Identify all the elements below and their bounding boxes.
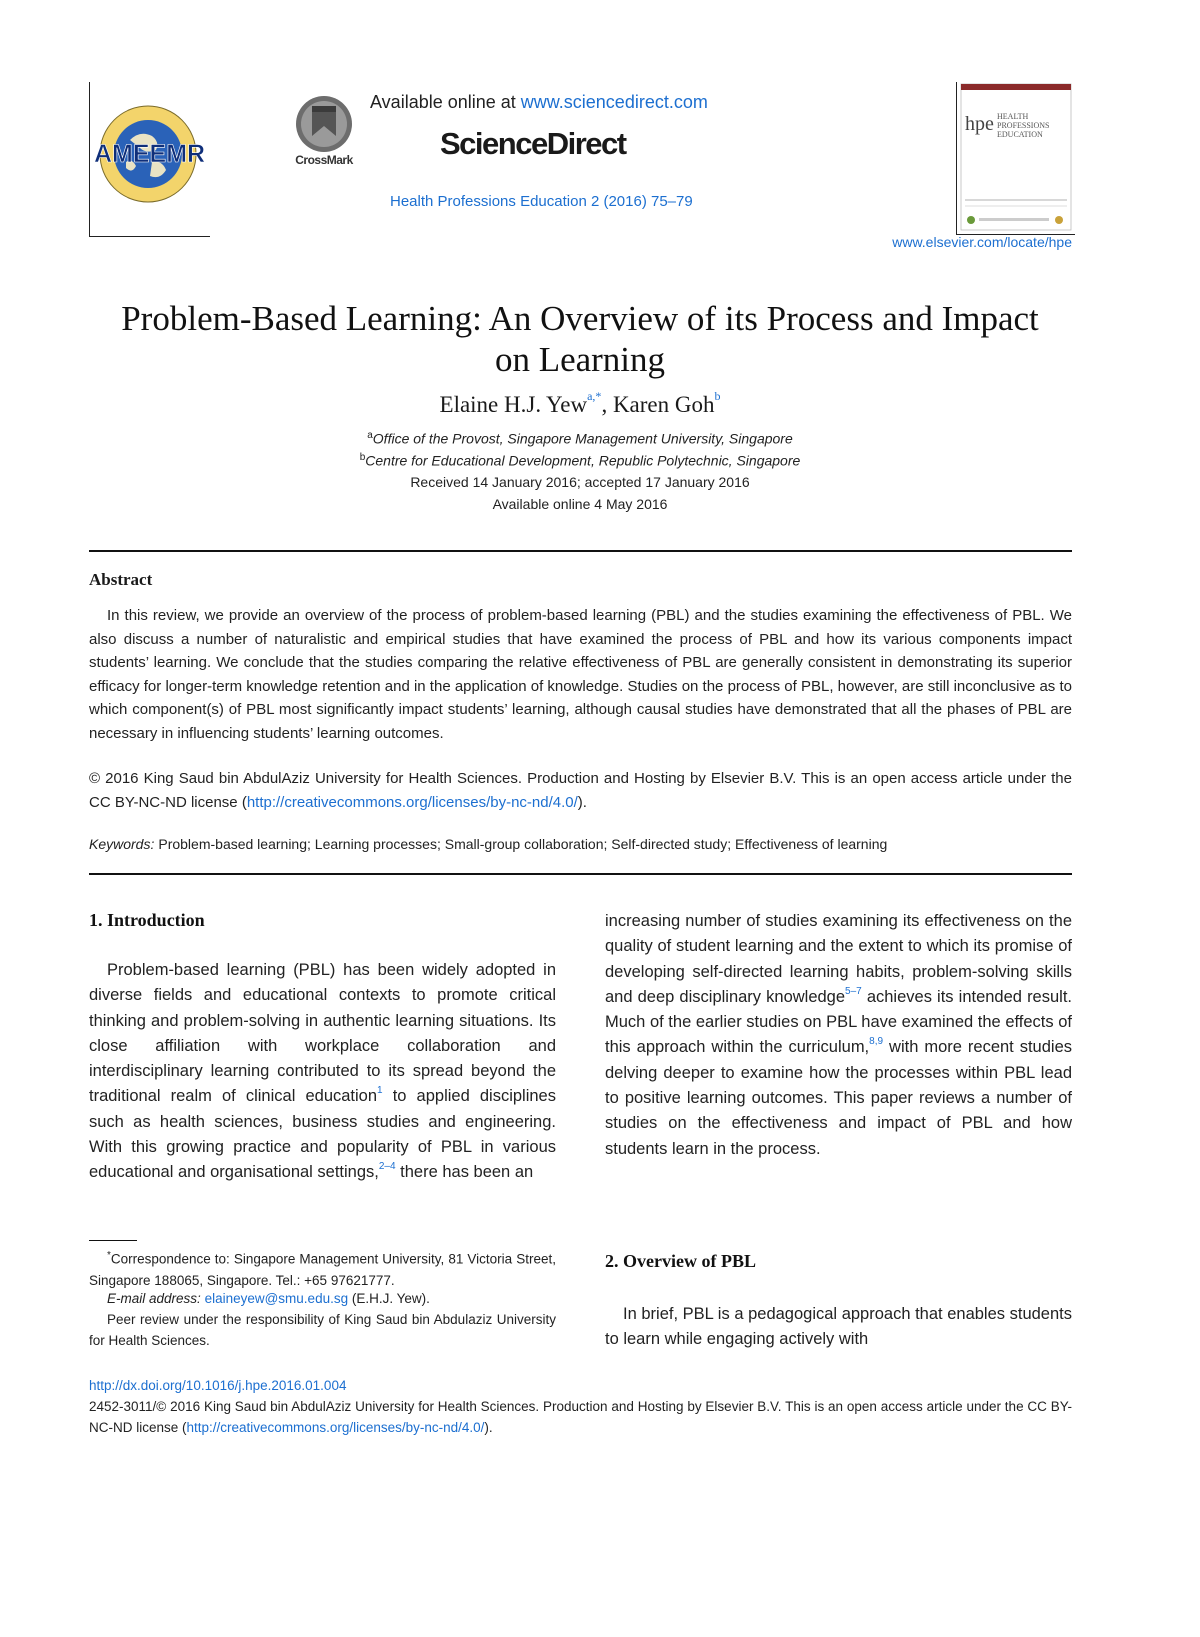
author-separator: , xyxy=(601,392,613,417)
intro-text-f: with more recent studies delving deeper to examine how the processes within PBL lead to positive learning outcomes. This paper reviews a number of studies on the effectiveness and impact of PBL and how students learn in the process. xyxy=(605,1038,1072,1158)
bottom-license xyxy=(89,1396,1072,1438)
intro-text-b: to applied disciplines such as health sciences, business studies and engineering. With this growing practice and popularity of PBL in various educational and organisational settings, xyxy=(89,1087,556,1182)
affil-b-text: Centre for Educational Development, Republic Polytechnic, Singapore xyxy=(365,452,801,469)
title-line-2: on Learning xyxy=(494,340,666,379)
affil-a-marker: a xyxy=(367,430,373,441)
intro-paragraph-1 xyxy=(89,958,556,1186)
title-line-1: Problem-Based Learning: An Overview of its Process and Impact xyxy=(121,299,1039,338)
section-heading-introduction: 1. Introduction xyxy=(89,910,205,930)
overview-paragraph-1: In brief, PBL is a pedagogical approach that enables students to learn while engaging actively with xyxy=(605,1305,1072,1349)
cover-title: HEALTH PROFESSIONS EDUCATION xyxy=(997,112,1050,139)
intro-text-d: increasing number of studies examining its effectiveness on the quality of student learning and the extent to which its promise of developing self-directed learning habits, problem-solving skills and deep disciplinary knowledge xyxy=(605,912,1072,1006)
email-label: E-mail address: xyxy=(107,1291,201,1306)
citation-ref[interactable]: 5–7 xyxy=(845,985,862,997)
intro-paragraph-2 xyxy=(605,909,1072,1162)
affiliation-b xyxy=(80,452,1080,469)
journal-reference[interactable]: Health Professions Education 2 (2016) 75–79 xyxy=(390,193,693,210)
available-prefix: Available online at xyxy=(370,92,521,112)
globe-icon xyxy=(90,82,210,236)
abstract-copyright xyxy=(89,767,1072,814)
affil-a-text: Office of the Provost, Singapore Management University, Singapore xyxy=(372,430,793,447)
svg-text:AMEEMR: AMEEMR xyxy=(94,140,206,168)
cover-thumbnail-icon xyxy=(957,82,1075,234)
abstract-divider xyxy=(89,873,1072,875)
author-goh-affil-ref[interactable]: b xyxy=(714,389,721,403)
bottom-license-text: 2452-3011/© 2016 King Saud bin AbdulAziz University for Health Sciences. Production and Hosting by Elsevier B.V. This is an open access article under the CC BY-NC-ND license ( xyxy=(89,1399,1072,1435)
society-logo xyxy=(89,82,210,237)
journal-homepage-link[interactable]: www.elsevier.com/locate/hpe xyxy=(892,234,1072,250)
intro-text-e: achieves its intended result. Much of the earlier studies on PBL have examined the effects of this approach within the curriculum, xyxy=(605,987,1072,1057)
author-yew: Elaine H.J. Yew xyxy=(439,392,588,417)
bottom-license-suffix: ). xyxy=(484,1420,493,1435)
sciencedirect-logo: ScienceDirect xyxy=(440,126,626,161)
keywords xyxy=(89,836,1072,852)
journal-cover xyxy=(956,82,1075,235)
citation-ref[interactable]: 2–4 xyxy=(378,1161,396,1173)
abstract-license-link[interactable]: http://creativecommons.org/licenses/by-nc-nd/4.0/ xyxy=(246,793,578,811)
abstract-body: In this review, we provide an overview of the process of problem-based learning (PBL) and the studies examining the effectiveness of PBL. We also discuss a number of naturalistic and empirical studies that have examined the process of PBL and how its various components impact students’ learning. We conclude that the studies comparing the relative effectiveness of PBL are generally consistent in demonstrating its superior efficacy for longer-term knowledge retention and in the application of knowledge. Studies on the process of PBL, however, are still inconclusive as to which component(s) of PBL most significantly impact students’ learning, although causal studies have demonstrated that all the phases of PBL are necessary in influencing students’ learning outcomes. xyxy=(89,607,1072,742)
available-date: Available online 4 May 2016 xyxy=(492,496,668,512)
svg-text:hpe: hpe xyxy=(965,113,994,135)
correspondence-text: Correspondence to: Singapore Management University, 81 Victoria Street, Singapore 188065, Singapore. Tel.: +65 97621777. xyxy=(89,1251,556,1288)
correspondence-footnote xyxy=(89,1245,556,1291)
received-dates: Received 14 January 2016; accepted 17 January 2016 xyxy=(410,474,750,490)
abstract-heading: Abstract xyxy=(89,570,153,589)
intro-text-a: Problem-based learning (PBL) has been widely adopted in diverse fields and educational contexts to promote critical thinking and problem-solving in authentic learning situations. Its close affiliation with workplace collaboration and interdisciplinary learning contributed to its spread beyond the traditional realm of clinical education xyxy=(89,961,556,1106)
sciencedirect-link[interactable]: www.sciencedirect.com xyxy=(520,92,708,112)
email-footnote xyxy=(89,1288,556,1309)
article-title xyxy=(80,298,1080,380)
citation-ref[interactable]: 1 xyxy=(377,1085,383,1097)
author-yew-affil-ref[interactable]: a,* xyxy=(587,389,602,403)
keywords-label: Keywords: xyxy=(89,836,155,852)
intro-text-c: there has been an xyxy=(395,1163,534,1182)
copyright-text: © 2016 King Saud bin AbdulAziz University for Health Sciences. Production and Hosting by Elsevier B.V. This is an open access article under the CC BY-NC-ND license ( xyxy=(89,770,1072,811)
available-online xyxy=(370,92,730,113)
footnote-divider xyxy=(89,1240,137,1241)
footnote-marker: * xyxy=(107,1250,111,1261)
doi-link[interactable]: http://dx.doi.org/10.1016/j.hpe.2016.01.004 xyxy=(89,1378,347,1393)
author-goh: Karen Goh xyxy=(612,392,715,417)
copyright-suffix: ). xyxy=(577,793,587,811)
citation-ref[interactable]: 8,9 xyxy=(869,1036,884,1048)
author-list xyxy=(80,389,1080,418)
peer-review-footnote: Peer review under the responsibility of King Saud bin Abdulaziz University for Health Sciences. xyxy=(89,1312,556,1348)
affiliation-a xyxy=(80,430,1080,447)
keywords-list: Problem-based learning; Learning processes; Small-group collaboration; Self-directed study; Effectiveness of learning xyxy=(158,836,888,852)
affil-b-marker: b xyxy=(359,452,366,463)
email-suffix: (E.H.J. Yew). xyxy=(348,1291,430,1306)
author-email-link[interactable]: elaineyew@smu.edu.sg xyxy=(204,1291,349,1306)
section-heading-overview: 2. Overview of PBL xyxy=(605,1251,756,1271)
bottom-license-link[interactable]: http://creativecommons.org/licenses/by-nc-nd/4.0/ xyxy=(186,1420,485,1435)
crossmark-icon xyxy=(286,92,366,156)
header-divider xyxy=(89,550,1072,552)
crossmark-label: CrossMark xyxy=(295,153,353,167)
